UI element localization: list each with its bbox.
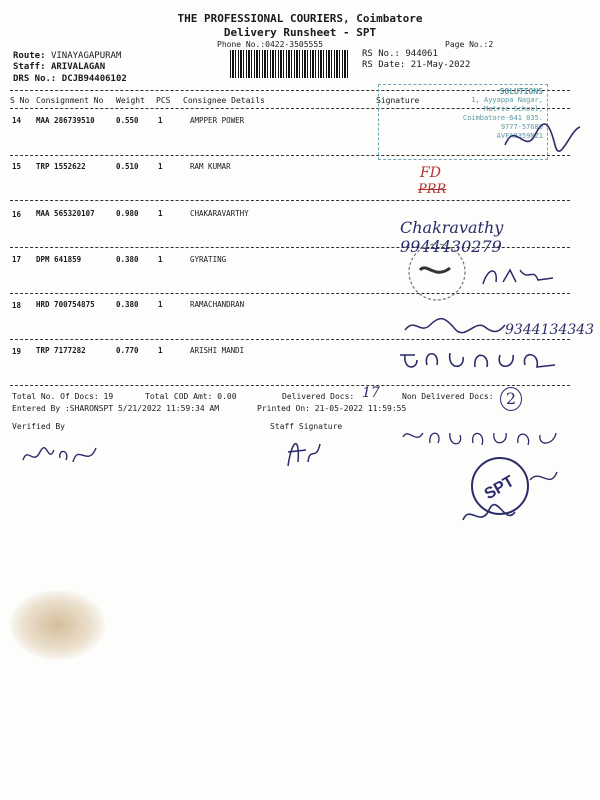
rs-no-label: RS No.:	[362, 49, 400, 59]
row-weight: 0.770	[116, 346, 139, 355]
spt-round-stamp	[455, 450, 565, 535]
row-consignment: TRP 1552622	[36, 162, 86, 171]
row-consignment: HRD 700754875	[36, 300, 95, 309]
stamp-line: 9777-57680	[500, 123, 543, 131]
row-pcs: 1	[158, 116, 163, 125]
row-rule	[10, 339, 570, 340]
row15-fd-note: FD	[420, 165, 441, 181]
delivered-count: 17	[362, 385, 380, 401]
tamil-handwritten-note	[398, 425, 563, 450]
stamp-line: Coimbatore-641 035.	[462, 114, 543, 122]
row-weight: 0.380	[116, 300, 139, 309]
verified-by-label: Verified By	[12, 422, 65, 431]
row-pcs: 1	[158, 209, 163, 218]
non-delivered-docs-label: Non Delivered Docs:	[402, 392, 494, 401]
row-consignee: CHAKARAVARTHY	[190, 209, 249, 218]
staff-value: ARIVALAGAN	[50, 62, 106, 72]
row-sno: 14	[12, 116, 22, 125]
row-rule	[10, 293, 570, 294]
col-consignee: Consignee Details	[183, 96, 265, 105]
row-consignee: GYRATING	[190, 255, 227, 264]
printed-on: Printed On: 21-05-2022 11:59:55	[257, 404, 407, 413]
row-pcs: 1	[158, 255, 163, 264]
total-cod: Total COD Amt: 0.00	[145, 392, 237, 401]
col-consignment: Consignment No	[36, 96, 104, 105]
row-weight: 0.550	[116, 116, 139, 125]
staff-row	[13, 62, 105, 72]
route-value: VINAYAGAPURAM	[50, 51, 122, 61]
col-signature: Signature	[376, 96, 420, 105]
col-sno: S No	[10, 96, 30, 105]
rs-date-label: RS Date:	[362, 60, 406, 70]
row-weight: 0.380	[116, 255, 139, 264]
row-sno: 15	[12, 162, 22, 171]
row-pcs: 1	[158, 162, 163, 171]
row-consignee: RAM KUMAR	[190, 162, 231, 171]
staff-signature-label: Staff Signature	[270, 422, 343, 431]
stamp-line: AVFA8359NZ1	[496, 132, 543, 140]
row-weight: 0.980	[116, 209, 139, 218]
paper-stain	[10, 590, 105, 660]
stamp-line: SOLUTIONS	[499, 87, 543, 96]
rs-date	[362, 60, 470, 70]
row-pcs: 1	[158, 346, 163, 355]
page-number: Page No.:2	[445, 40, 494, 49]
row-rule	[10, 200, 570, 201]
row-sno: 16	[12, 210, 22, 219]
row14-signature	[500, 115, 585, 160]
row-consignment: DPM 641859	[36, 255, 82, 264]
row16-signature: Chakravathy 9944430279	[400, 218, 504, 256]
row19-signature	[395, 345, 565, 377]
stamp-line: 1, Ayyappa Nagar,	[471, 96, 543, 104]
row-weight: 0.510	[116, 162, 139, 171]
drs-value: DCJB94406102	[61, 74, 127, 84]
row-consignment: MAA 286739510	[36, 116, 95, 125]
drs-row	[13, 74, 127, 84]
row-sno: 18	[12, 301, 22, 310]
entered-by: Entered By :SHARONSPT 5/21/2022 11:59:34 AM	[12, 404, 220, 413]
row15-prr-note: PRR	[418, 182, 447, 197]
row-consignee: AMPPER POWER	[190, 116, 245, 125]
col-weight: Weight	[116, 96, 145, 105]
route-label: Route:	[13, 51, 46, 61]
row-consignee: RAMACHANDRAN	[190, 300, 245, 309]
table-bottom-rule	[10, 385, 570, 386]
row18-phone: 9344134343	[505, 322, 595, 338]
svg-text:SPT: SPT	[481, 472, 518, 504]
barcode	[230, 50, 350, 78]
verified-by-signature	[18, 438, 103, 470]
rs-no-value: 944061	[405, 49, 438, 59]
non-delivered-count: 2	[500, 387, 522, 411]
row17-signature	[478, 262, 558, 292]
row-pcs: 1	[158, 300, 163, 309]
company-title: THE PROFESSIONAL COURIERS, Coimbatore	[177, 12, 423, 25]
total-docs: Total No. Of Docs: 19	[12, 392, 114, 401]
row-consignment: MAA 565320107	[36, 209, 95, 218]
stamp-line: Matric School,	[483, 105, 543, 113]
staff-signature	[282, 432, 327, 470]
staff-label: Staff:	[13, 62, 46, 72]
rs-date-value: 21-May-2022	[410, 60, 471, 70]
phone-number: Phone No.:0422-3505555	[217, 40, 323, 49]
row-sno: 19	[12, 347, 22, 356]
row-consignee: ARISHI MANDI	[190, 346, 245, 355]
rs-no	[362, 49, 438, 59]
row-consignment: TRP 7177282	[36, 346, 86, 355]
delivered-docs-label: Delivered Docs:	[282, 392, 355, 401]
row-sno: 17	[12, 255, 22, 264]
route-row	[13, 51, 121, 61]
drs-label: DRS No.:	[13, 74, 57, 84]
sheet-title: Delivery Runsheet - SPT	[223, 26, 377, 39]
col-pcs: PCS	[156, 96, 171, 105]
row18-signature	[400, 315, 510, 337]
row17-round-stamp	[405, 240, 470, 305]
